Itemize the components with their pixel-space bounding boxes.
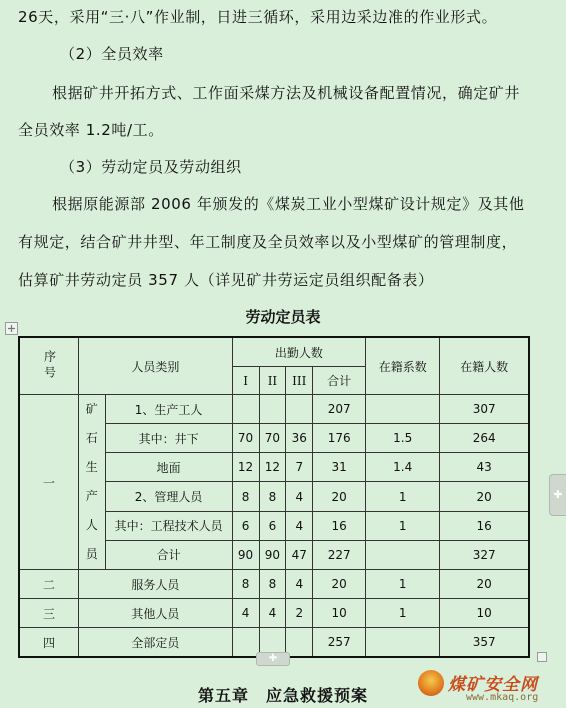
section-heading: （3）劳动定员及劳动组织 [60,158,242,176]
table-title: 劳动定员表 [245,308,321,326]
cell-shift-3: 4 [286,511,313,540]
cell-subtotal: 16 [313,511,366,540]
cell-shift-1: 8 [232,482,259,511]
group-label-char: 石 [85,431,98,445]
cell-coef [366,628,440,658]
plus-in-square-icon [5,322,18,335]
row-name: 全部定员 [79,628,233,658]
table-row [19,570,529,599]
cell-coef: 1 [366,482,440,511]
body-paragraph-line: 根据矿井开拓方式、工作面采煤方法及机械设备配置情况，确定矿井 [52,84,521,102]
cell-shift-2: 12 [259,453,286,482]
header-subtotal: 合计 [313,367,366,395]
row-name: 合计 [105,540,232,569]
cell-coef: 1 [366,511,440,540]
watermark-brand: 煤矿安全网 [448,675,538,695]
cell-shift-3: 2 [286,599,313,628]
body-paragraph-line: 全员效率 1.2吨/工。 [18,121,164,139]
table-row [19,395,529,424]
cell-enrolled: 20 [440,570,529,599]
header-shift-2: II [259,367,286,395]
header-seq: 序号 [19,337,79,395]
expand-icon: ✚ [553,488,563,501]
group-label-char: 生 [85,460,98,474]
cell-shift-1: 12 [232,453,259,482]
header-attendance: 出勤人数 [232,337,365,367]
row-name: 1、生产工人 [105,395,232,424]
cell-enrolled: 43 [440,453,529,482]
cell-coef [366,395,440,424]
expand-icon: ✚ [268,653,278,664]
cell-shift-1: 70 [232,424,259,453]
cell-subtotal: 207 [313,395,366,424]
cell-enrolled: 20 [440,482,529,511]
cell-subtotal: 20 [313,570,366,599]
group-seq: 一 [19,395,79,570]
group-label-char: 矿 [85,402,98,416]
cell-shift-2: 90 [259,540,286,569]
header-shift-3: III [286,367,313,395]
cell-shift-3: 36 [286,424,313,453]
cell-subtotal: 176 [313,424,366,453]
cell-subtotal: 20 [313,482,366,511]
row-seq: 三 [19,599,79,628]
cell-shift-3: 4 [286,482,313,511]
bottom-expand-tab[interactable] [256,652,290,666]
row-name: 服务人员 [79,570,233,599]
body-paragraph-line: 根据原能源部 2006 年颁发的《煤炭工业小型煤矿设计规定》及其他 [52,195,525,213]
cell-shift-2: 70 [259,424,286,453]
group-label [79,395,106,570]
table-move-handle[interactable] [5,322,18,338]
table-header-row [19,337,529,367]
cell-enrolled: 264 [440,424,529,453]
row-seq: 四 [19,628,79,658]
cell-shift-2: 8 [259,482,286,511]
row-name: 2、管理人员 [105,482,232,511]
cell-enrolled: 327 [440,540,529,569]
cell-shift-1: 6 [232,511,259,540]
cell-enrolled: 10 [440,599,529,628]
group-label-char: 员 [85,547,98,561]
site-watermark [418,668,564,708]
cell-shift-2 [259,395,286,424]
cell-subtotal: 10 [313,599,366,628]
cell-coef: 1.5 [366,424,440,453]
side-expand-tab[interactable] [549,474,566,516]
header-shift-1: I [232,367,259,395]
watermark-url: www.mkaq.org [466,692,539,703]
staff-table [18,336,530,658]
cell-shift-1: 4 [232,599,259,628]
cell-coef: 1 [366,570,440,599]
body-paragraph-line: 估算矿井劳动定员 357 人（详见矿井劳运定员组织配备表） [18,271,434,289]
row-name: 其他人员 [79,599,233,628]
body-paragraph-line: 有规定，结合矿井井型、年工制度及全员效率以及小型煤矿的管理制度， [18,233,518,251]
cell-enrolled: 357 [440,628,529,658]
group-label-char: 人 [85,518,98,532]
header-category: 人员类别 [79,337,233,395]
row-seq: 二 [19,570,79,599]
cell-shift-1 [232,395,259,424]
cell-subtotal: 227 [313,540,366,569]
header-enrolled: 在籍人数 [440,337,529,395]
table-resize-handle[interactable] [537,652,547,665]
cell-shift-1: 90 [232,540,259,569]
cell-shift-3: 4 [286,570,313,599]
cell-shift-1: 8 [232,570,259,599]
section-heading: （2）全员效率 [60,45,164,63]
group-label-char: 产 [85,489,98,503]
row-name: 地面 [105,453,232,482]
chapter-heading: 第五章 应急救援预案 [197,686,368,705]
cell-enrolled: 307 [440,395,529,424]
body-paragraph-line: 26天，采用“三·八”作业制，日进三循环，采用边采边准的作业形式。 [18,8,498,26]
cell-shift-3: 7 [286,453,313,482]
cell-shift-3: 47 [286,540,313,569]
cell-shift-1 [232,628,259,658]
header-coef: 在籍系数 [366,337,440,395]
mine-logo-icon [418,670,444,696]
cell-coef: 1 [366,599,440,628]
row-name: 其中：井下 [105,424,232,453]
cell-subtotal: 257 [313,628,366,658]
table-row [19,599,529,628]
cell-shift-3 [286,395,313,424]
cell-coef: 1.4 [366,453,440,482]
cell-shift-2: 6 [259,511,286,540]
resize-square-icon [537,652,547,662]
cell-shift-2: 4 [259,599,286,628]
cell-subtotal: 31 [313,453,366,482]
cell-shift-3 [286,628,313,658]
row-name: 其中：工程技术人员 [105,511,232,540]
cell-enrolled: 16 [440,511,529,540]
cell-shift-2: 8 [259,570,286,599]
cell-coef [366,540,440,569]
